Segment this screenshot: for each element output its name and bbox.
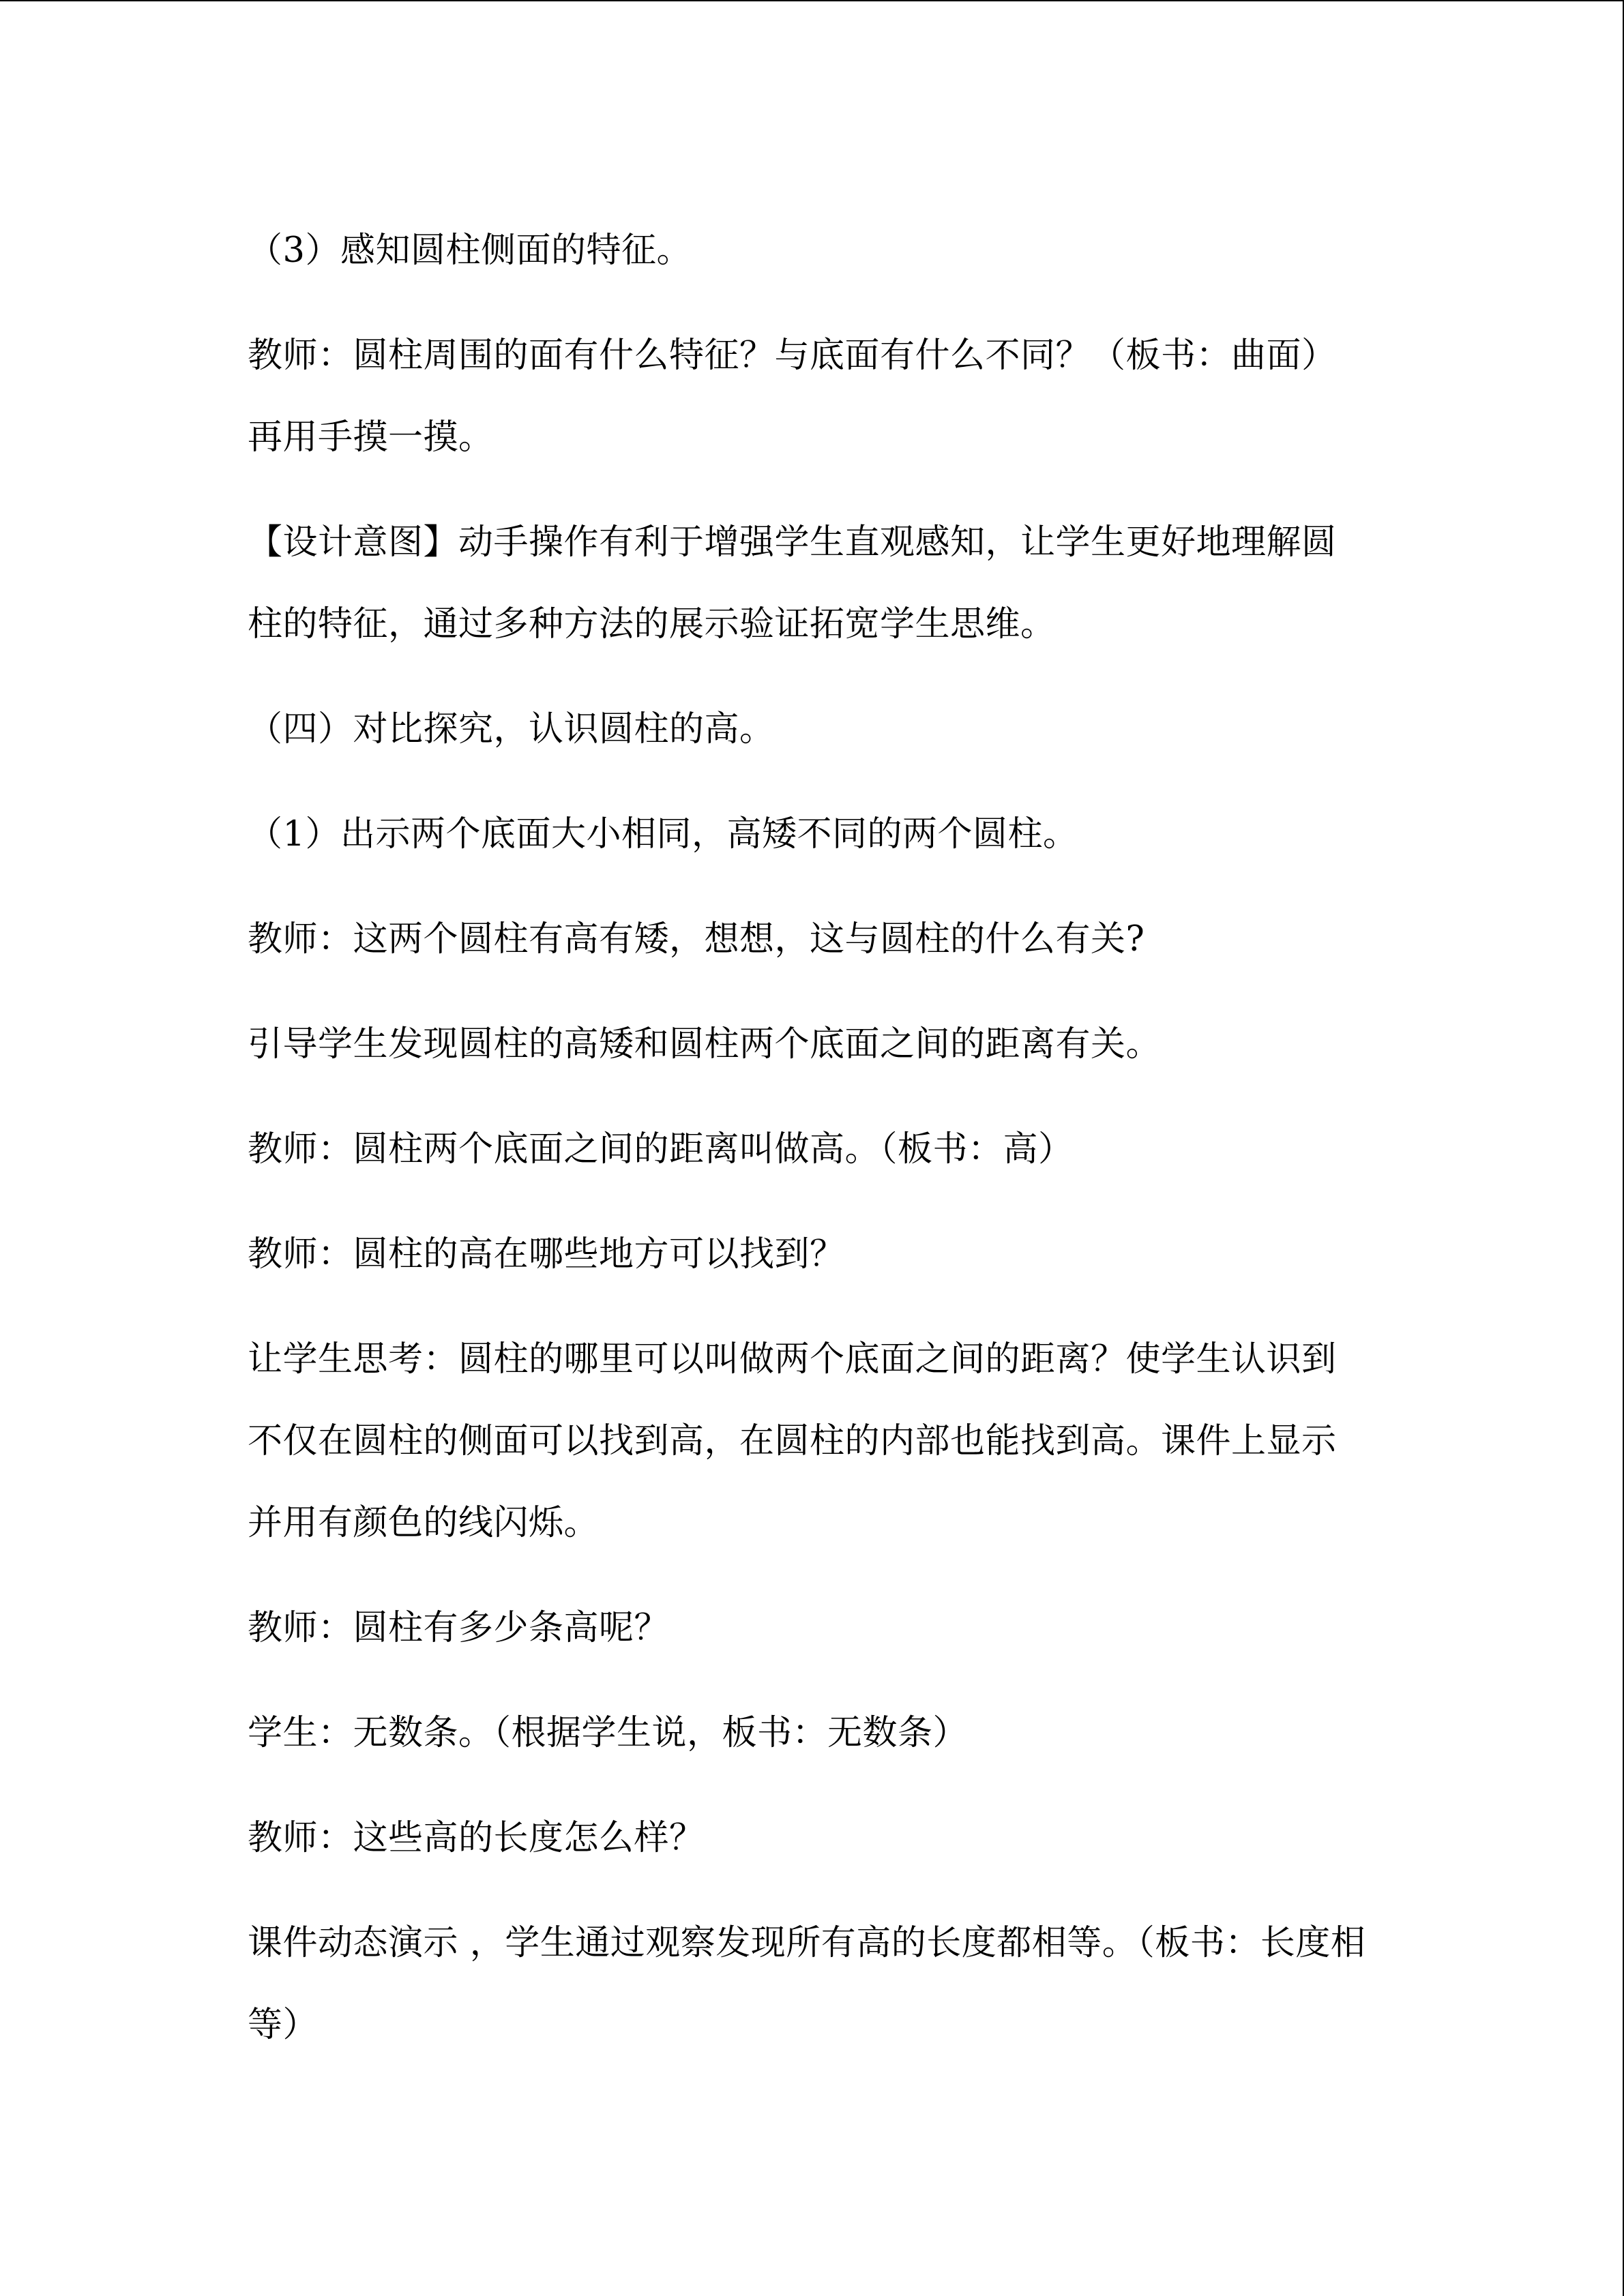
paragraph-observe-side: （3）感知圆柱侧面的特征。	[248, 230, 692, 271]
paragraph-teacher-define-height: 教师：圆柱两个底面之间的距离叫做高。（板书：高）	[248, 1129, 1074, 1169]
paragraph-teacher-tall-short: 教师：这两个圆柱有高有矮，想想，这与圆柱的什么有关?	[248, 919, 1145, 959]
paragraph-guide-students: 引导学生发现圆柱的高矮和圆柱两个底面之间的距离有关。	[248, 1024, 1162, 1064]
paragraph-teacher-how-many: 教师：圆柱有多少条高呢？	[248, 1608, 670, 1648]
paragraph-design-intent: 【设计意图】动手操作有利于增强学生直观感知，让学生更好地理解圆柱的特征，通过多种方法的展示验证拓宽学生思维。	[248, 522, 1337, 644]
document-body	[248, 210, 1366, 2089]
paragraph-teacher-where-height: 教师：圆柱的高在哪些地方可以找到？	[248, 1234, 845, 1274]
paragraph-teacher-side-question: 教师：圆柱周围的面有什么特征？与底面有什么不同？（板书：曲面）再用手摸一摸。	[248, 336, 1337, 458]
paragraph-students-think: 让学生思考：圆柱的哪里可以叫做两个底面之间的距离？使学生认识到不仅在圆柱的侧面可以找到高，在圆柱的内部也能找到高。课件上显示并用有颜色的线闪烁。	[248, 1339, 1337, 1543]
section-heading-height: （四）对比探究，认识圆柱的高。	[248, 709, 775, 749]
paragraph-student-infinite: 学生：无数条。（根据学生说，板书：无数条）	[248, 1713, 969, 1753]
paragraph-teacher-length: 教师：这些高的长度怎么样？	[248, 1818, 705, 1858]
paragraph-courseware-demo: 课件动态演示 ，学生通过观察发现所有高的长度都相等。（板书：长度相等）	[248, 1923, 1366, 2045]
paragraph-show-two-cylinders: （1）出示两个底面大小相同，高矮不同的两个圆柱。	[248, 814, 1078, 854]
